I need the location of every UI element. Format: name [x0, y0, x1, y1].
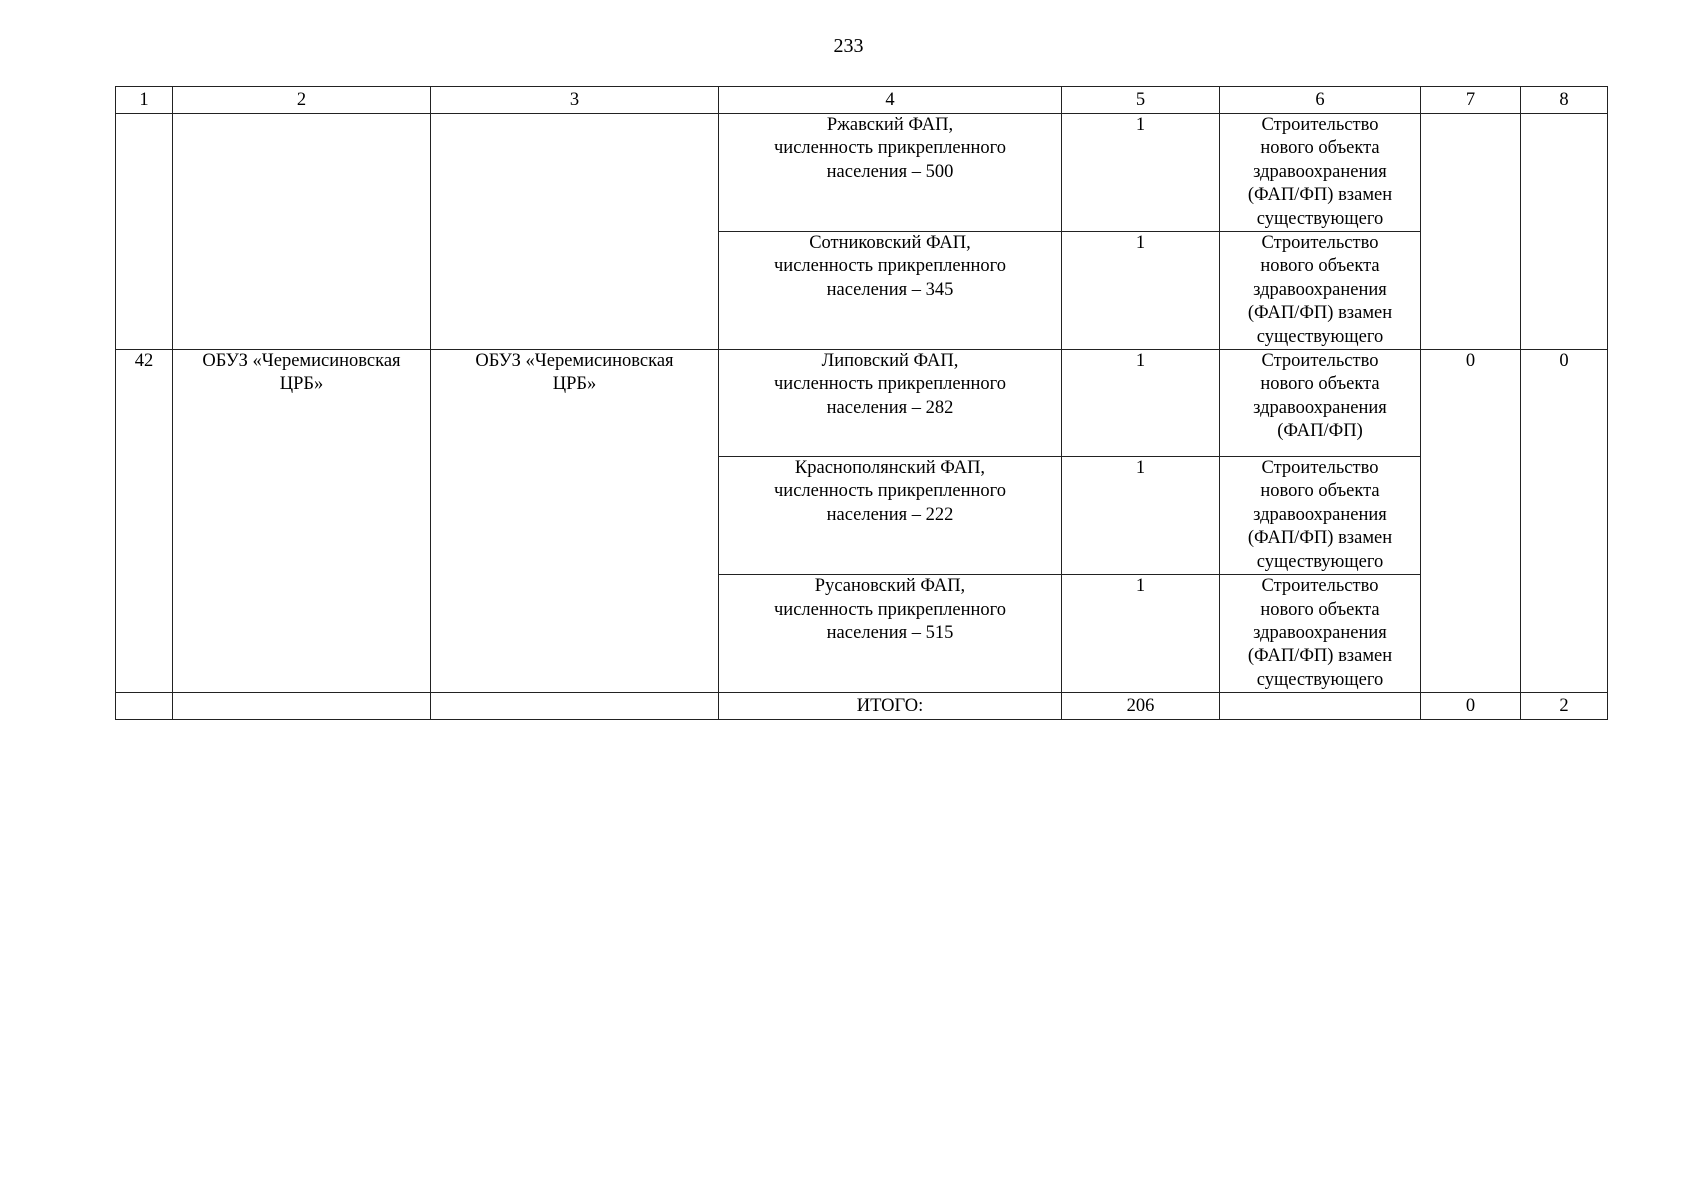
cell-work-type: Строительство нового объекта здравоохранения (ФАП/ФП) взамен существующего	[1220, 457, 1421, 575]
table-row	[116, 114, 1608, 232]
header-col-2: 2	[173, 87, 431, 114]
cell-number-continued	[116, 114, 173, 350]
cell-col8: 0	[1521, 350, 1608, 693]
total-label: ИТОГО:	[719, 693, 1062, 720]
cell-col7-continued	[1421, 114, 1521, 350]
header-col-1: 1	[116, 87, 173, 114]
header-row	[116, 87, 1608, 114]
header-col-3: 3	[431, 87, 719, 114]
total-col8: 2	[1521, 693, 1608, 720]
header-col-7: 7	[1421, 87, 1521, 114]
cell-work-type: Строительство нового объекта здравоохранения (ФАП/ФП) взамен существующего	[1220, 575, 1421, 693]
cell-work-type: Строительство нового объекта здравоохранения (ФАП/ФП) взамен существующего	[1220, 114, 1421, 232]
total-cell-empty	[173, 693, 431, 720]
cell-facility: Ржавский ФАП, численность прикрепленного населения – 500	[719, 114, 1062, 232]
page-number: 233	[833, 35, 864, 57]
cell-facility: Краснополянский ФАП, численность прикрепленного населения – 222	[719, 457, 1062, 575]
header-col-8: 8	[1521, 87, 1608, 114]
cell-facility: Русановский ФАП, численность прикрепленного населения – 515	[719, 575, 1062, 693]
total-cell-empty	[1220, 693, 1421, 720]
cell-work-type: Строительство нового объекта здравоохранения (ФАП/ФП)	[1220, 350, 1421, 457]
cell-count: 1	[1062, 232, 1220, 350]
cell-facility: Сотниковский ФАП, численность прикрепленного населения – 345	[719, 232, 1062, 350]
cell-count: 1	[1062, 114, 1220, 232]
cell-organization: ОБУЗ «Черемисиновская ЦРБ»	[431, 350, 719, 693]
header-col-4: 4	[719, 87, 1062, 114]
cell-institution: ОБУЗ «Черемисиновская ЦРБ»	[173, 350, 431, 693]
cell-col7: 0	[1421, 350, 1521, 693]
total-cell-empty	[431, 693, 719, 720]
cell-count: 1	[1062, 575, 1220, 693]
table-row	[116, 350, 1608, 457]
cell-count: 1	[1062, 350, 1220, 457]
cell-organization-continued	[431, 114, 719, 350]
cell-number: 42	[116, 350, 173, 693]
total-col7: 0	[1421, 693, 1521, 720]
header-col-5: 5	[1062, 87, 1220, 114]
total-count: 206	[1062, 693, 1220, 720]
total-cell-empty	[116, 693, 173, 720]
header-col-6: 6	[1220, 87, 1421, 114]
cell-count: 1	[1062, 457, 1220, 575]
cell-institution-continued	[173, 114, 431, 350]
facility-table	[115, 86, 1608, 720]
cell-facility: Липовский ФАП, численность прикрепленного населения – 282	[719, 350, 1062, 457]
cell-work-type: Строительство нового объекта здравоохранения (ФАП/ФП) взамен существующего	[1220, 232, 1421, 350]
cell-col8-continued	[1521, 114, 1608, 350]
total-row	[116, 693, 1608, 720]
